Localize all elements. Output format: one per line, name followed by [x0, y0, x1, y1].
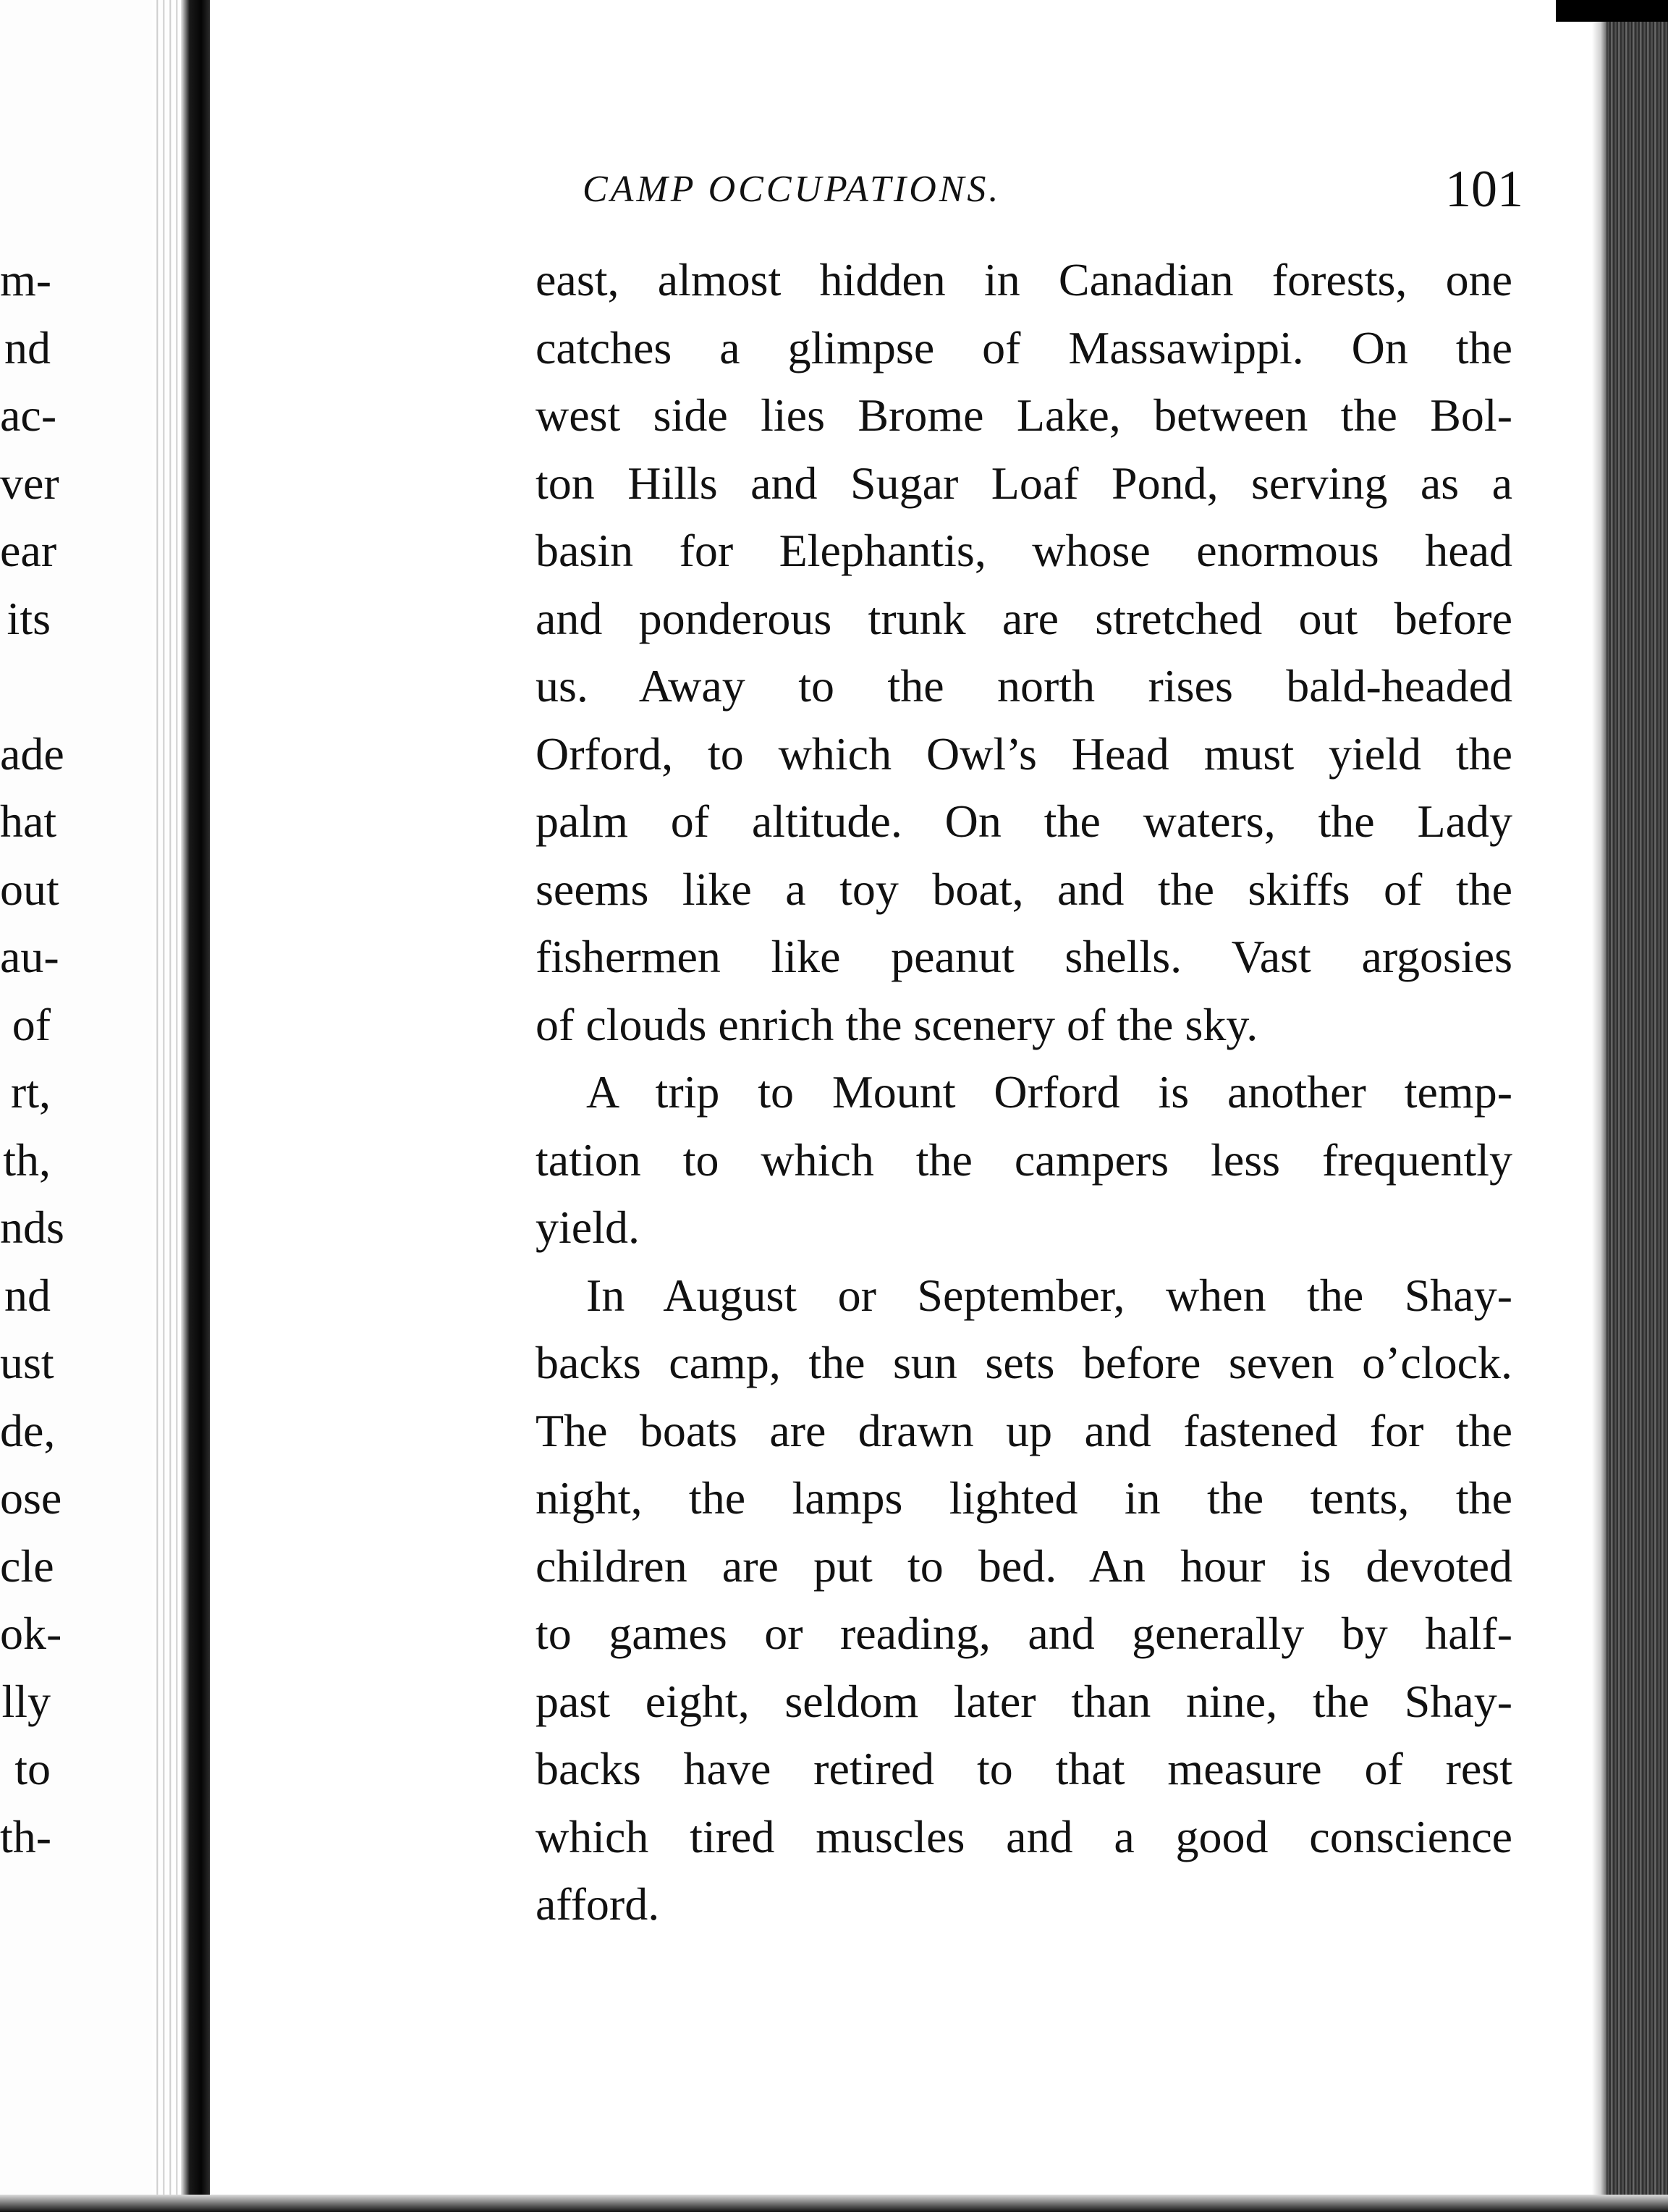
text-line: backs have retired to that measure of rest: [535, 1743, 1512, 1794]
left-line: its: [7, 592, 51, 644]
left-line: ear: [0, 525, 57, 576]
left-line: cle: [0, 1540, 54, 1592]
left-line: au-: [0, 931, 59, 982]
left-line: nd: [4, 1269, 51, 1321]
left-line: of: [12, 998, 51, 1050]
text-line: fishermen like peanut shells. Vast argosies: [535, 931, 1512, 982]
left-line: th-: [0, 1810, 52, 1862]
text-line: of clouds enrich the scenery of the sky.: [535, 998, 1258, 1050]
left-line: de,: [0, 1404, 56, 1456]
left-line: to: [14, 1743, 51, 1794]
left-line: out: [0, 863, 59, 915]
left-line: m-: [0, 254, 52, 305]
text-line: east, almost hidden in Canadian forests, one: [535, 254, 1512, 305]
text-line: basin for Elephantis, whose enormous head: [535, 525, 1512, 576]
left-line: ose: [0, 1472, 62, 1524]
text-line: afford.: [535, 1878, 660, 1930]
left-line: nd: [4, 321, 51, 373]
text-line: catches a glimpse of Massawippi. On the: [535, 321, 1512, 373]
left-page-edge: [152, 0, 181, 2212]
text-line: The boats are drawn up and fastened for the: [535, 1404, 1512, 1456]
left-line: nds: [0, 1202, 64, 1253]
text-line: Orford, to which Owl’s Head must yield the: [535, 727, 1512, 780]
text-line: and ponderous trunk are stretched out before: [535, 592, 1512, 644]
left-line: rt,: [10, 1066, 51, 1118]
text-line: yield.: [535, 1202, 640, 1253]
text-line: west side lies Brome Lake, between the Bol-: [535, 389, 1512, 441]
scan-corner-shadow: [1556, 0, 1668, 22]
text-line: past eight, seldom later than nine, the Shay-: [535, 1675, 1512, 1727]
text-line: to games or reading, and generally by half-: [535, 1608, 1512, 1659]
left-line: ade: [0, 727, 64, 780]
text-line: us. Away to the north rises bald-headed: [535, 660, 1512, 712]
text-line: seems like a toy boat, and the skiffs of the: [535, 863, 1512, 915]
page-stack: [1606, 0, 1668, 2212]
text-line: backs camp, the sun sets before seven o’clock.: [535, 1337, 1512, 1388]
left-line: lly: [1, 1675, 51, 1727]
left-line: ver: [0, 457, 59, 509]
left-page: [0, 0, 181, 2212]
text-line: In August or September, when the Shay-: [586, 1269, 1512, 1321]
left-line: ok-: [0, 1608, 62, 1659]
right-page: [210, 0, 1606, 2212]
text-line: ton Hills and Sugar Loaf Pond, serving as a: [535, 457, 1512, 509]
left-line: th,: [3, 1134, 51, 1186]
text-line: palm of altitude. On the waters, the Lady: [535, 795, 1512, 847]
left-line: ac-: [0, 389, 57, 441]
text-line: tation to which the campers less frequently: [535, 1134, 1512, 1186]
text-line: which tired muscles and a good conscience: [535, 1810, 1512, 1862]
left-line: hat: [0, 795, 57, 847]
text-line: children are put to bed. An hour is devoted: [535, 1540, 1512, 1592]
left-line: ust: [0, 1337, 54, 1388]
body-text: [535, 246, 1512, 1938]
book-gutter: [181, 0, 210, 2212]
scan-bottom-edge: [0, 2195, 1668, 2212]
page-number: 101: [1445, 160, 1523, 218]
text-line: A trip to Mount Orford is another temp-: [586, 1066, 1512, 1118]
running-head-title: CAMP OCCUPATIONS.: [583, 169, 1002, 210]
text-line: night, the lamps lighted in the tents, the: [535, 1472, 1512, 1524]
running-head: [583, 159, 1523, 232]
